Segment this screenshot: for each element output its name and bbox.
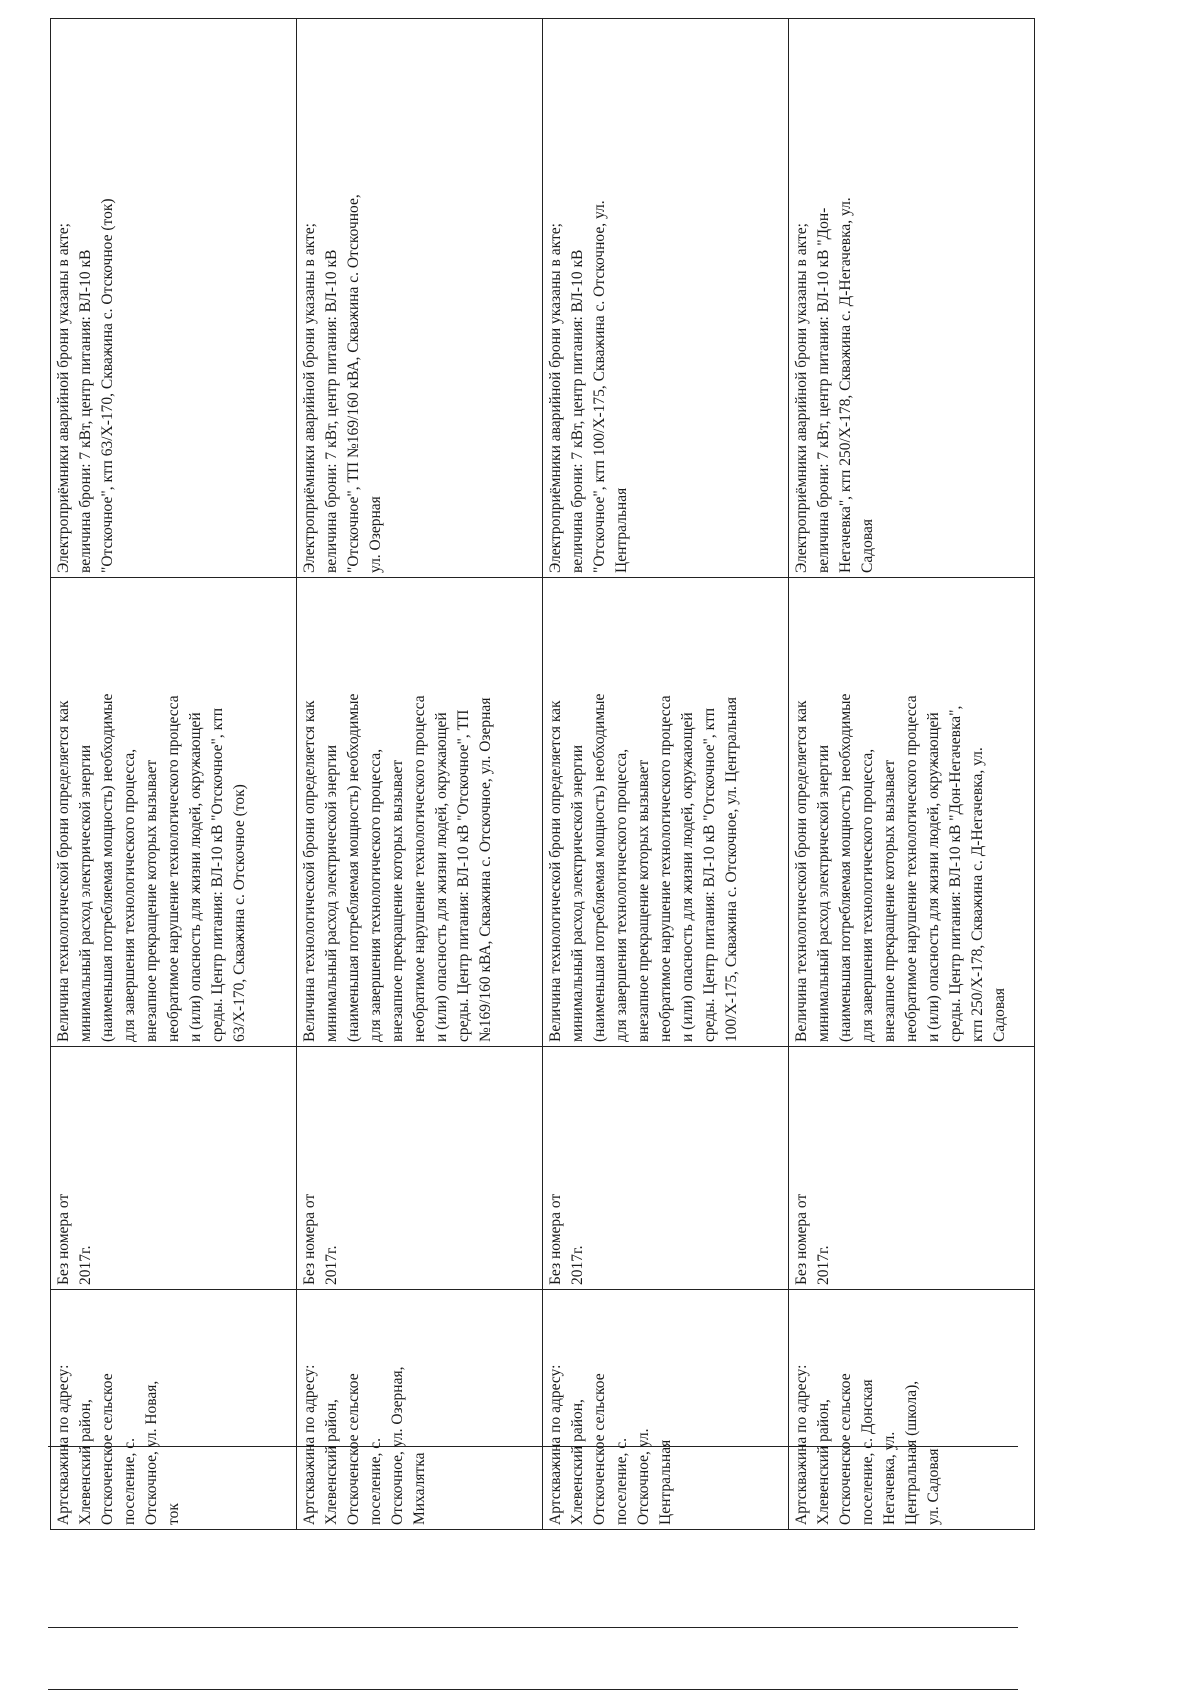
tech-reserve-text: Величина технологической брони определяется как минимальный расход электрической энергии (наименьшая потребляемая мощность) необходимые для завершения технологического процесса, внезапное прекращение которых вызывает необратимое нарушение технологического процесса и (или) опасность для жизни людей, окружающей среды. Центр питания: ВЛ-10 кВ "Отскочное", ктп 63/Х-170, Скважина с. Отскочное (ток) — [55, 693, 248, 1042]
emergency-reserve-text: Электроприёмники аварийной брони указаны в акте; величина брони: 7 кВт, центр питания: ВЛ-10 кВ "Отскочное", ктп 100/Х-175, Скважина с. Отскочное, ул. Центральная — [547, 200, 630, 573]
object-address-text: Артскважина по адресу: Хлевенский район, Отскоченское сельское поселение, с. Донская Негачевка, ул. Центральная (школа), ул. Садовая — [793, 1364, 942, 1525]
object-address-cell — [51, 1290, 297, 1530]
act-number-cell — [297, 1047, 543, 1290]
act-number-text: Без номера от 2017г. — [55, 1193, 94, 1285]
act-number-cell — [543, 1047, 789, 1290]
sign-line — [48, 1446, 1018, 1447]
emergency-reserve-cell — [297, 19, 543, 578]
tech-reserve-text: Величина технологической брони определяется как минимальный расход электрической энергии (наименьшая потребляемая мощность) необходимые для завершения технологического процесса, внезапное прекращение которых вызывает необратимое нарушение технологического процесса и (или) опасность для жизни людей, окружающей среды. Центр питания: ВЛ-10 кВ "Отскочное", ктп 100/Х-175, Скважина с. Отскочное, ул. Центральная — [547, 693, 740, 1042]
emergency-reserve-cell — [789, 19, 1035, 578]
act-number-text: Без номера от 2017г. — [301, 1193, 340, 1285]
emergency-reserve-cell — [51, 19, 297, 578]
object-address-text: Артскважина по адресу: Хлевенский район, Отскоченское сельское поселение, с. Отскочное, ул. Центральная — [547, 1364, 674, 1525]
object-address-text: Артскважина по адресу: Хлевенский район, Отскоченское сельское поселение, с. Отскочное, ул. Озерная, Михалятка — [301, 1364, 428, 1525]
tech-reserve-cell — [543, 578, 789, 1047]
table-row — [51, 19, 297, 1530]
object-address-cell — [789, 1290, 1035, 1530]
act-number-cell — [51, 1047, 297, 1290]
tech-reserve-text: Величина технологической брони определяется как минимальный расход электрической энергии (наименьшая потребляемая мощность) необходимые для завершения технологического процесса, внезапное прекращение которых вызывает необратимое нарушение технологического процесса и (или) опасность для жизни людей, окружающей среды. Центр питания: ВЛ-10 кВ "Отскочное", ТП №169/160 кВА, Скважина с. Отскочное, ул. Озерная — [301, 693, 494, 1042]
emergency-reserve-cell — [543, 19, 789, 578]
tech-reserve-text: Величина технологической брони определяется как минимальный расход электрической энергии (наименьшая потребляемая мощность) необходимые для завершения технологического процесса, внезапное прекращение которых вызывает необратимое нарушение технологического процесса и (или) опасность для жизни людей, окружающей среды. Центр питания: ВЛ-10 кВ "Дон-Негачевка", ктп 250/Х-178, Скважина с. Д-Негачевка, ул. Садовая — [793, 693, 1008, 1042]
emergency-reserve-text: Электроприёмники аварийной брони указаны в акте; величина брони: 7 кВт, центр питания: ВЛ-10 кВ "Отскочное", ТП №169/160 кВА, Скважина с. Отскочное, ул. Озерная — [301, 194, 384, 573]
sign-line — [48, 1689, 1018, 1690]
emergency-reserve-text: Электроприёмники аварийной брони указаны в акте; величина брони: 7 кВт, центр питания: ВЛ-10 кВ "Отскочное", ктп 63/Х-170, Скважина с. Отскочное (ток) — [55, 198, 116, 573]
emergency-reserve-text: Электроприёмники аварийной брони указаны в акте; величина брони: 7 кВт, центр питания: ВЛ-10 кВ "Дон- Негачевка", ктп 250/Х-178, Скважина с. Д-Негачевка, ул. Садовая — [793, 197, 876, 573]
act-number-text: Без номера от 2017г. — [547, 1193, 586, 1285]
object-address-cell — [297, 1290, 543, 1530]
act-number-text: Без номера от 2017г. — [793, 1193, 832, 1285]
object-address-cell — [543, 1290, 789, 1530]
object-address-text: Артскважина по адресу: Хлевенский район, Отскоченское сельское поселение, с. Отскочное, ул. Новая, ток — [55, 1364, 182, 1525]
tech-reserve-cell — [297, 578, 543, 1047]
tech-reserve-cell — [51, 578, 297, 1047]
table-row — [543, 19, 789, 1530]
table-row — [297, 19, 543, 1530]
act-number-cell — [789, 1047, 1035, 1290]
tech-reserve-cell — [789, 578, 1035, 1047]
reservation-table — [50, 18, 1035, 1530]
rotated-page-content — [50, 50, 1035, 1530]
sign-line — [48, 1627, 1018, 1628]
table-row — [789, 19, 1035, 1530]
